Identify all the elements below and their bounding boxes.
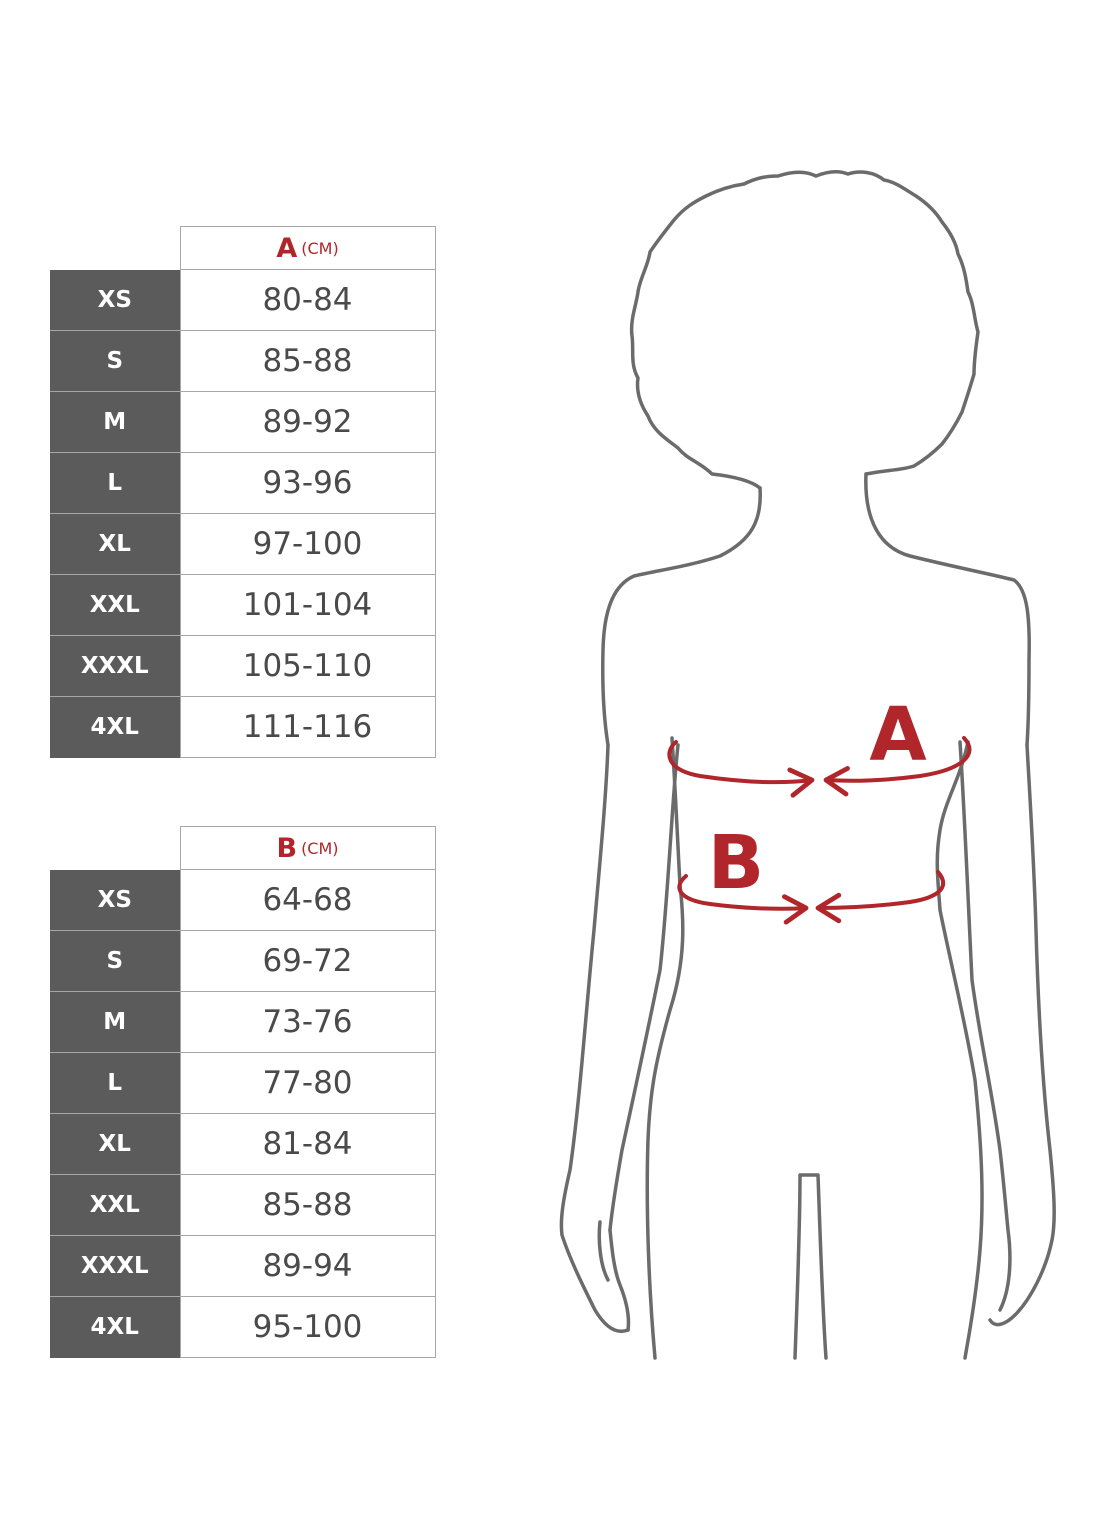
- header-letter: B: [276, 832, 298, 864]
- size-label: XXXL: [50, 636, 180, 697]
- table-row: [50, 270, 435, 331]
- measurement-value: 95-100: [180, 1297, 435, 1358]
- size-label: XL: [50, 1114, 180, 1175]
- size-label: M: [50, 392, 180, 453]
- header-unit: (CM): [301, 838, 339, 858]
- measure-a-left-arrow: [669, 742, 812, 782]
- measurement-value: 80-84: [180, 270, 435, 331]
- table-row: [50, 1114, 435, 1175]
- table-b-header: [180, 827, 435, 870]
- left-torso-side: [647, 738, 683, 1358]
- measurement-value: 69-72: [180, 931, 435, 992]
- size-label: L: [50, 453, 180, 514]
- size-table-a: [50, 226, 436, 758]
- header-letter: A: [276, 232, 298, 264]
- table-row: [50, 514, 435, 575]
- right-arm-outline: [990, 745, 1054, 1325]
- measurement-value: 101-104: [180, 575, 435, 636]
- size-label: S: [50, 331, 180, 392]
- hair-outline: [632, 172, 978, 488]
- body-outline-left: [603, 488, 760, 745]
- size-label: XL: [50, 514, 180, 575]
- measurement-value: 105-110: [180, 636, 435, 697]
- header-spacer: [50, 227, 180, 270]
- table-row: [50, 636, 435, 697]
- size-label: M: [50, 992, 180, 1053]
- measurement-value: 89-92: [180, 392, 435, 453]
- size-label: XS: [50, 870, 180, 931]
- size-label: 4XL: [50, 697, 180, 758]
- table-row: [50, 1297, 435, 1358]
- size-label: 4XL: [50, 1297, 180, 1358]
- size-label: S: [50, 931, 180, 992]
- size-label: XXL: [50, 1175, 180, 1236]
- measurement-value: 97-100: [180, 514, 435, 575]
- table-row: [50, 392, 435, 453]
- table-row: [50, 1236, 435, 1297]
- table-row: [50, 992, 435, 1053]
- right-torso-side: [937, 742, 982, 1358]
- measurement-value: 111-116: [180, 697, 435, 758]
- measurement-value: 93-96: [180, 453, 435, 514]
- left-arm-inner: [610, 745, 678, 1230]
- measurement-value: 81-84: [180, 1114, 435, 1175]
- table-row: [50, 1053, 435, 1114]
- header-unit: (CM): [301, 238, 339, 258]
- size-label: XXXL: [50, 1236, 180, 1297]
- table-a-header: [180, 227, 435, 270]
- measure-a-label: A: [869, 692, 927, 778]
- table-row: [50, 931, 435, 992]
- inner-legs: [795, 1175, 826, 1358]
- left-arm-outline: [561, 745, 628, 1331]
- measurement-value: 77-80: [180, 1053, 435, 1114]
- right-arm-inner: [960, 742, 1010, 1310]
- body-measurement-figure: [540, 160, 1080, 1370]
- measurement-value: 73-76: [180, 992, 435, 1053]
- measurement-value: 64-68: [180, 870, 435, 931]
- size-label: L: [50, 1053, 180, 1114]
- table-row: [50, 870, 435, 931]
- table-row: [50, 697, 435, 758]
- table-row: [50, 453, 435, 514]
- left-hand-outline: [599, 1222, 628, 1330]
- table-row: [50, 1175, 435, 1236]
- size-label: XS: [50, 270, 180, 331]
- measurement-value: 89-94: [180, 1236, 435, 1297]
- size-label: XXL: [50, 575, 180, 636]
- table-row: [50, 575, 435, 636]
- measurement-value: 85-88: [180, 1175, 435, 1236]
- measure-b-label: B: [707, 820, 765, 906]
- measure-b-right-arrow: [818, 872, 943, 908]
- measurement-value: 85-88: [180, 331, 435, 392]
- header-spacer: [50, 827, 180, 870]
- size-table-b: [50, 826, 436, 1358]
- table-row: [50, 331, 435, 392]
